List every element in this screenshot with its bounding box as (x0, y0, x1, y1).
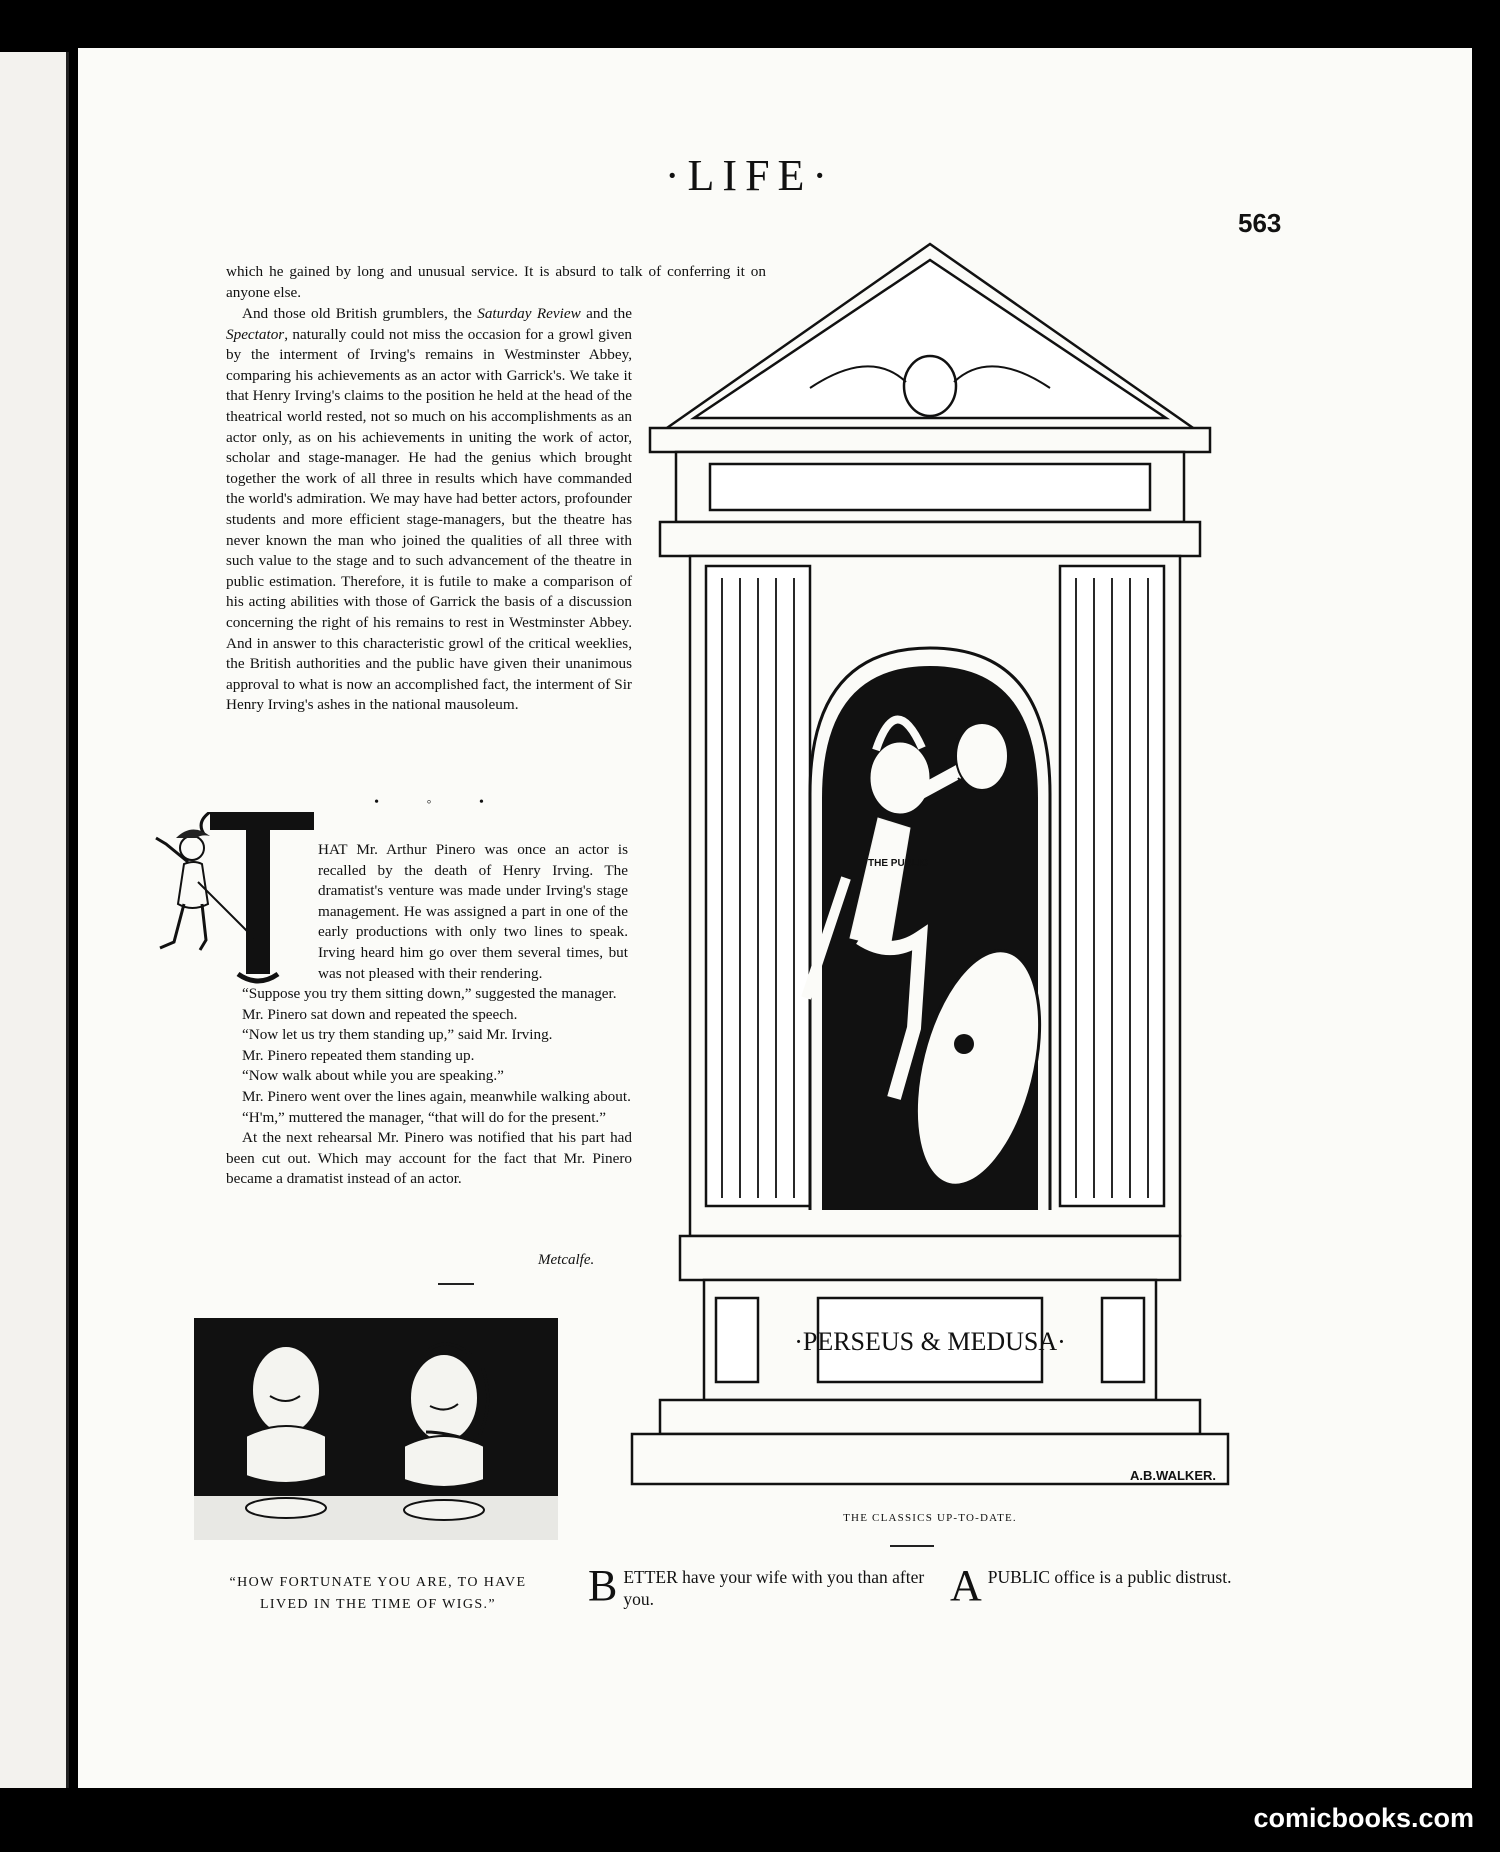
section-separator: • ◦ • (374, 795, 506, 810)
busts-caption-line-1: “HOW FORTUNATE YOU ARE, TO HAVE (229, 1575, 527, 1590)
saturday-review-title: Saturday Review (477, 305, 581, 322)
story-line-1: “Suppose you try them sitting down,” suggested the manager. (242, 985, 617, 1002)
author-signature: Metcalfe. (538, 1252, 595, 1268)
busts-caption-line-2: LIVED IN THE TIME OF WIGS.” (259, 1597, 497, 1612)
story-line-7: “H'm,” muttered the manager, “that will do for the present.” (242, 1108, 606, 1126)
spectator-title: Spectator (226, 325, 285, 343)
story-line-6: Mr. Pinero went over the lines again, meanwhile walking about. (242, 1087, 631, 1105)
plaque-text: ·PERSEUS & MEDUSA· (794, 1327, 1066, 1356)
site-watermark: comicbooks.com (1253, 1803, 1474, 1833)
perseus-temple-illustration (560, 238, 1300, 1488)
paragraph-2: And those old British grumblers, the Saturday Review and the Spectator, naturally could not miss the occasion for a growl given by the interment of Irving's remains in Westminster Abbey, comparing his achievements as an actor with Garrick's. We take it that Henry Irving's claims to the position he held at the head of the theatrical world rested, not so much on his accomplishments as an actor only, as on his achievements in uniting the work of actor, scholar and stage-manager. He had the genius which brought together the work of all three in results which have commanded the world's admiration. We may have had better actors, profounder students and more efficient stage-managers, but the theatre has never known the man who joined the qualities of all three with such value to the stage and to such advancement of the theatre in public estimation. Therefore, it is futile to make a comparison of his acting abilities with those of Garrick the basis of a discussion concerning the right of his remains to rest in Westminster Abbey. And in answer to this characteristic growl of the critical weeklies, the British authorities and the public have given their unanimous approval to what is now an accomplished fact, the interment of Sir Henry Irving's ashes in the national mausoleum. (226, 305, 633, 714)
previous-page-paper (0, 52, 69, 1788)
section-rule (438, 1283, 474, 1285)
page-number: 563 (1238, 208, 1282, 238)
busts-caption (212, 1572, 544, 1616)
joke-office-text: PUBLIC office is a public distrust. (987, 1567, 1232, 1587)
caption-rule (890, 1545, 934, 1547)
dropcap-t-illustration (148, 812, 318, 988)
masthead: ·LIFE· (664, 151, 836, 200)
joke-office-initial: A (950, 1561, 982, 1610)
story-line-5: “Now walk about while you are speaking.” (242, 1067, 504, 1085)
pediment-face (904, 356, 956, 416)
story-line-2: Mr. Pinero sat down and repeated the speech. (242, 1005, 518, 1023)
temple-caption: THE CLASSICS UP-TO-DATE. (843, 1512, 1017, 1524)
story-line-8: At the next rehearsal Mr. Pinero was notified that his part had been cut out. Which may account for the fact that Mr. Pinero became a dramatist instead of an actor. (226, 1129, 632, 1188)
breastplate-label: THE PUBLIC (868, 858, 928, 869)
joke-public-office (950, 1561, 1290, 1610)
story-line-3: “Now let us try them standing up,” said Mr. Irving. (242, 1026, 553, 1044)
paragraph-1: which he gained by long and unusual service. It is absurd to talk of conferring it on anyone else. (226, 263, 766, 301)
joke-wife-text: ETTER have your wife with you than after you. (623, 1567, 925, 1609)
story-line-4: Mr. Pinero repeated them standing up. (242, 1046, 475, 1064)
story-lead: HAT Mr. Arthur Pinero was once an actor is recalled by the death of Henry Irving. The dramatist's venture was made under Irving's stage management. He was assigned a part in one of the early productions with only two lines to speak. Irving heard him go over them several times, but was not pleased with their rendering. (318, 841, 628, 982)
joke-wife (588, 1561, 928, 1610)
medusa-head (956, 722, 1008, 790)
busts-cartoon (190, 1316, 562, 1544)
previous-page-edge (0, 0, 78, 1852)
artist-signature: A.B.WALKER. (1130, 1468, 1216, 1483)
joke-wife-initial: B (588, 1561, 618, 1610)
